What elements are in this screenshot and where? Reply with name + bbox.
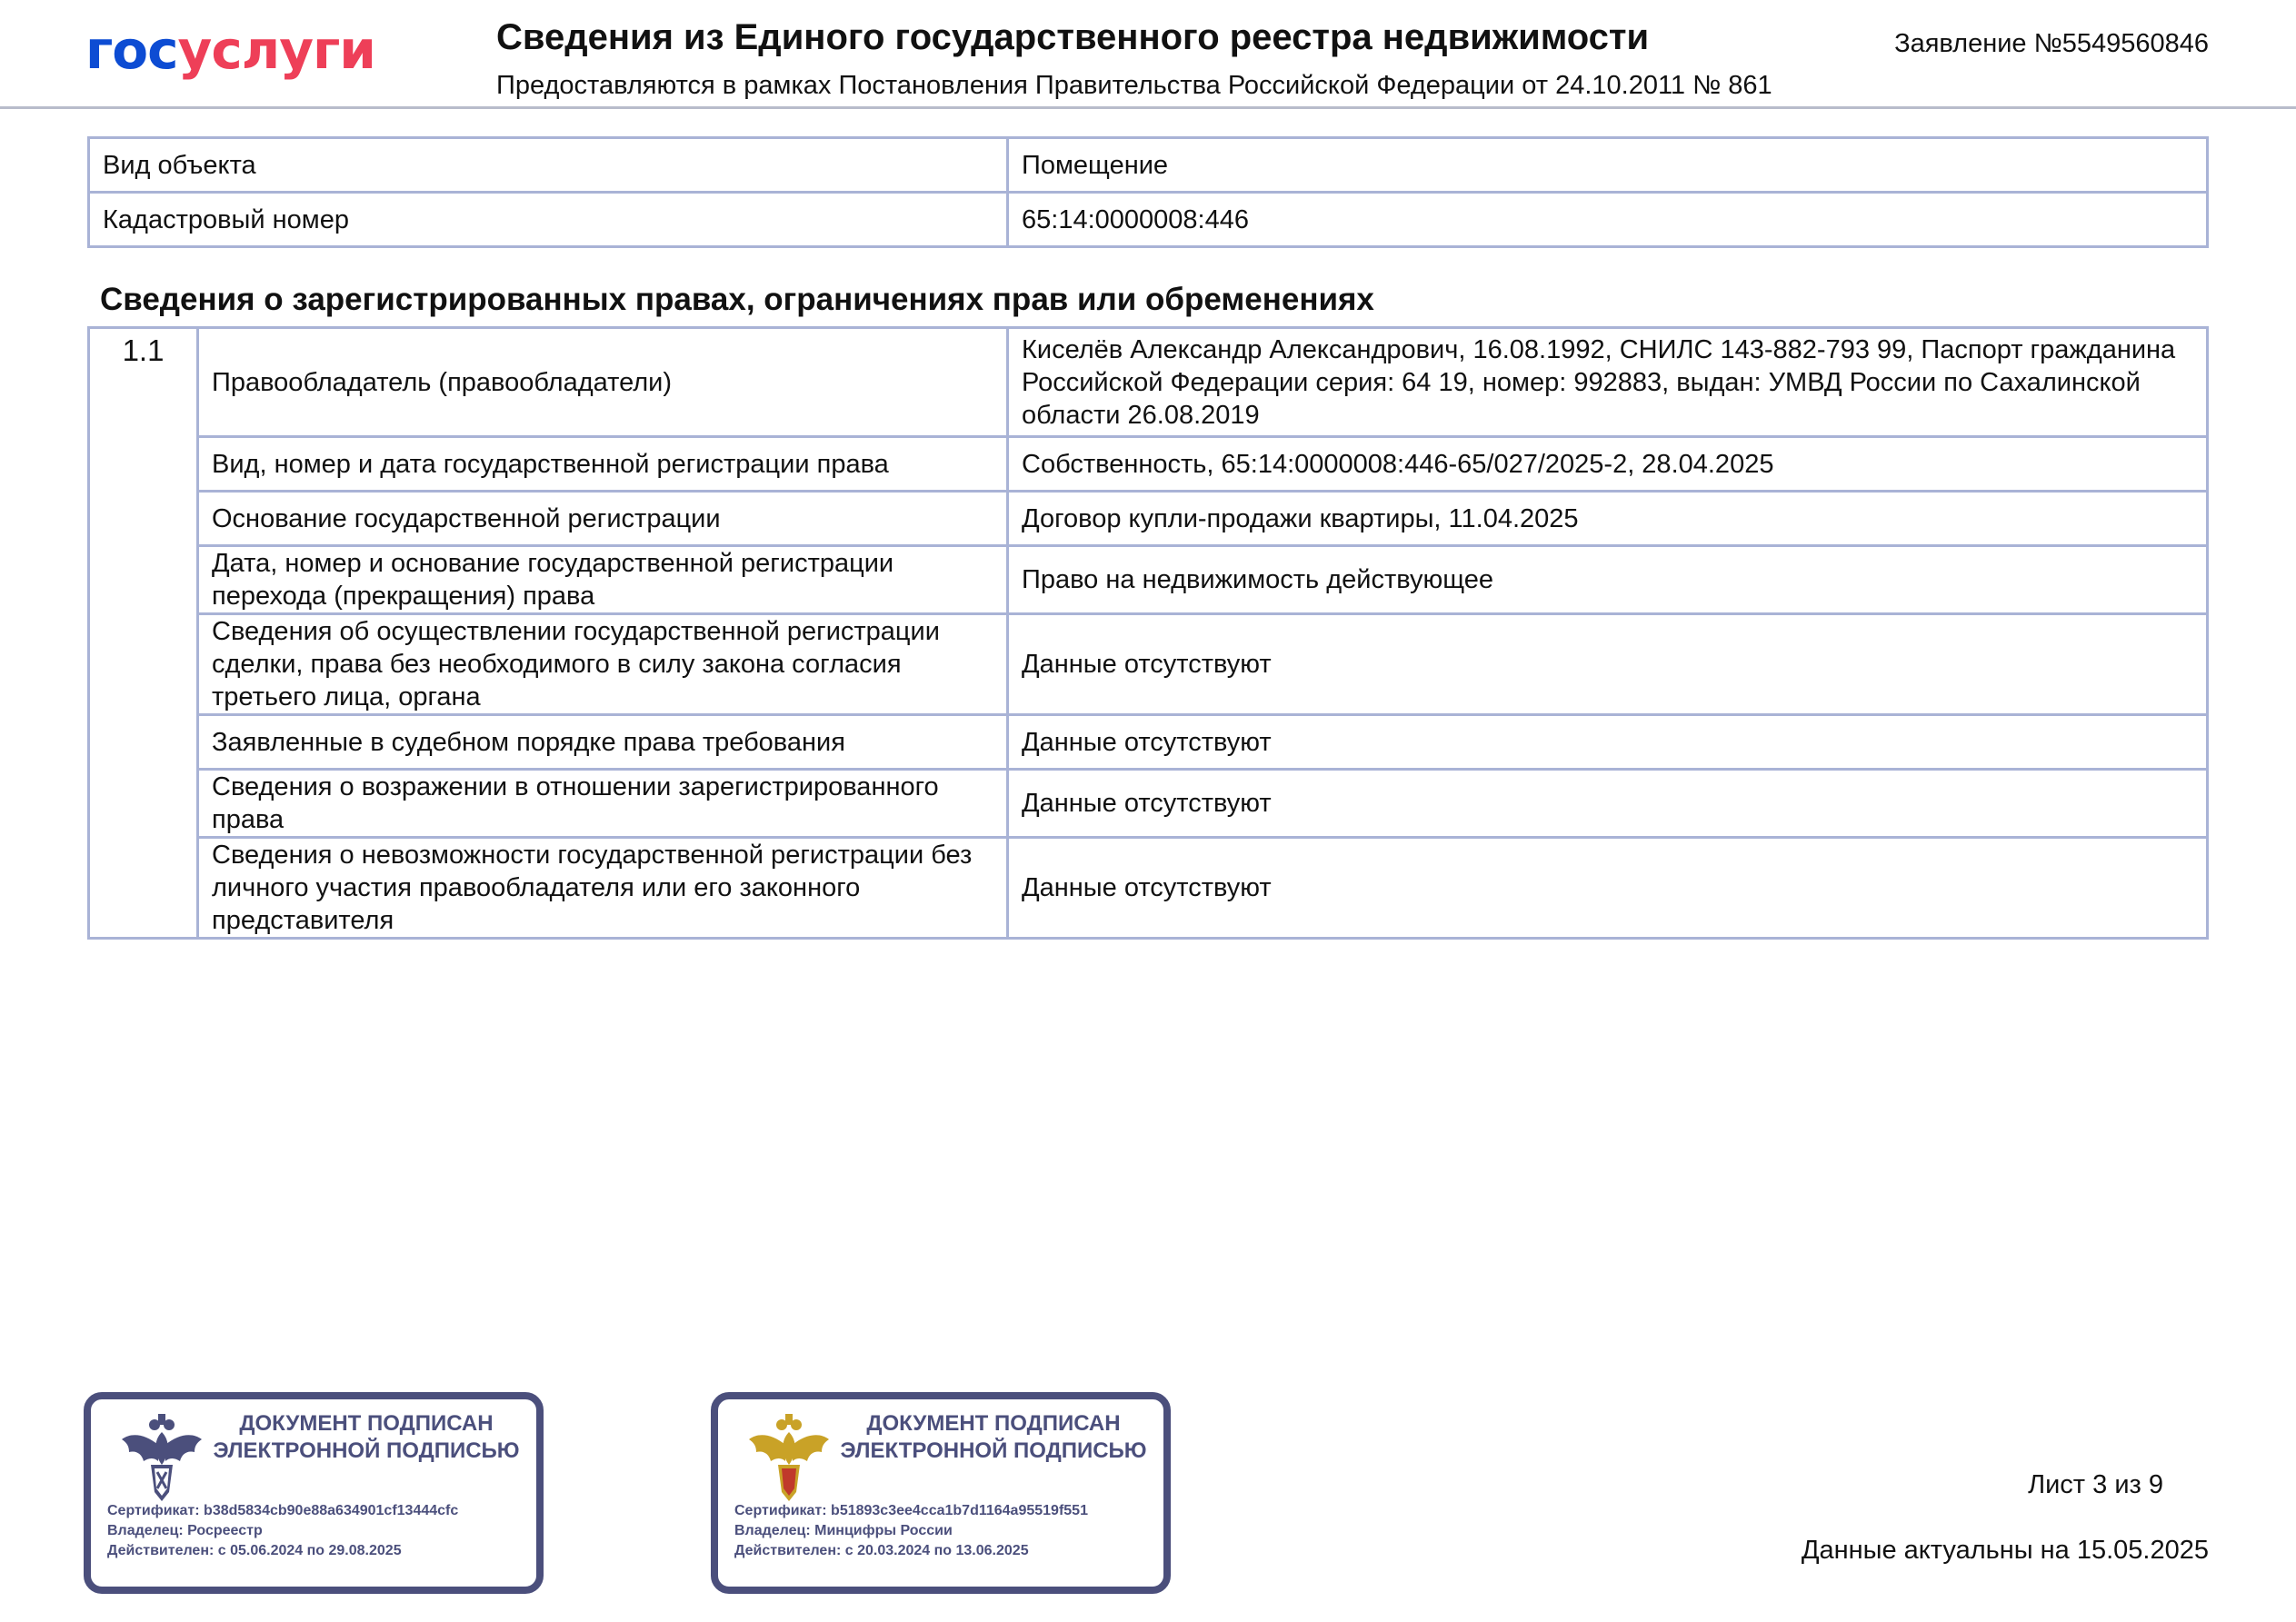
object-info-table xyxy=(87,136,2209,248)
rights-row-value: Договор купли-продажи квартиры, 11.04.2025 xyxy=(1008,492,2208,546)
signature-stamp-mintsifry xyxy=(711,1392,1171,1594)
table-row xyxy=(89,138,2208,193)
stamp-validity: Действителен: с 20.03.2024 по 13.06.2025 xyxy=(734,1543,1029,1558)
stamp-certificate: Сертификат: b51893c3ee4cca1b7d1164a95519f551 xyxy=(734,1503,1088,1518)
stamp-title: ДОКУМЕНТ ПОДПИСАН ЭЛЕКТРОННОЙ ПОДПИСЬЮ xyxy=(213,1411,520,1463)
table-row xyxy=(89,770,2208,838)
table-row xyxy=(89,614,2208,715)
object-type-label: Вид объекта xyxy=(89,138,1008,193)
stamp-validity: Действителен: с 05.06.2024 по 29.08.2025 xyxy=(107,1543,402,1558)
rights-table xyxy=(87,326,2209,940)
rights-row-label: Дата, номер и основание государственной регистрации перехода (прекращения) права xyxy=(198,546,1008,614)
stamp-owner: Владелец: Минцифры России xyxy=(734,1523,953,1538)
cadastral-number-label: Кадастровый номер xyxy=(89,193,1008,247)
object-type-value: Помещение xyxy=(1008,138,2208,193)
table-row xyxy=(89,193,2208,247)
document-subtitle: Предоставляются в рамках Постановления Правительства Российской Федерации от 24.10.2011 № 861 xyxy=(496,71,1772,100)
rights-row-value: Право на недвижимость действующее xyxy=(1008,546,2208,614)
table-row xyxy=(89,328,2208,437)
rights-row-value: Данные отсутствуют xyxy=(1008,715,2208,770)
rights-row-label: Сведения о невозможности государственной регистрации без личного участия правообладателя или его законного представителя xyxy=(198,838,1008,939)
cadastral-number-value: 65:14:0000008:446 xyxy=(1008,193,2208,247)
rights-row-value: Собственность, 65:14:0000008:446-65/027/2025-2, 28.04.2025 xyxy=(1008,437,2208,492)
rights-row-label: Сведения о возражении в отношении зарегистрированного права xyxy=(198,770,1008,838)
rights-row-label: Основание государственной регистрации xyxy=(198,492,1008,546)
table-row xyxy=(89,546,2208,614)
table-row xyxy=(89,437,2208,492)
rights-section-heading: Сведения о зарегистрированных правах, ограничениях прав или обременениях xyxy=(100,282,1374,317)
gosuslugi-logo xyxy=(85,20,375,80)
rights-row-value: Данные отсутствуют xyxy=(1008,838,2208,939)
stamp-owner: Владелец: Росреестр xyxy=(107,1523,263,1538)
page-number: Лист 3 из 9 xyxy=(2028,1470,2163,1499)
russian-coat-of-arms-icon xyxy=(745,1412,833,1507)
data-actual-date: Данные актуальны на 15.05.2025 xyxy=(1801,1536,2209,1565)
rights-row-label: Заявленные в судебном порядке права требования xyxy=(198,715,1008,770)
application-number: Заявление №5549560846 xyxy=(1894,29,2209,58)
signature-stamp-rosreestr xyxy=(84,1392,544,1594)
header-divider xyxy=(0,106,2296,109)
logo-part-uslugi: услуги xyxy=(177,19,375,81)
table-row xyxy=(89,838,2208,939)
rights-row-value: Данные отсутствуют xyxy=(1008,614,2208,715)
rights-row-value: Киселёв Александр Александрович, 16.08.1992, СНИЛС 143-882-793 99, Паспорт гражданина Российской Федерации серия: 64 19, номер: 992883, выдан: УМВД России по Сахалинской области 26.08.2019 xyxy=(1008,328,2208,437)
logo-part-gos: гос xyxy=(85,19,178,81)
rights-entry-number: 1.1 xyxy=(89,328,198,939)
stamp-certificate: Сертификат: b38d5834cb90e88a634901cf13444cfc xyxy=(107,1503,459,1518)
document-title: Сведения из Единого государственного реестра недвижимости xyxy=(496,17,1650,57)
rights-row-label: Правообладатель (правообладатели) xyxy=(198,328,1008,437)
rosreestr-eagle-icon xyxy=(118,1412,205,1507)
stamp-title: ДОКУМЕНТ ПОДПИСАН ЭЛЕКТРОННОЙ ПОДПИСЬЮ xyxy=(840,1411,1147,1463)
rights-row-value: Данные отсутствуют xyxy=(1008,770,2208,838)
rights-row-label: Вид, номер и дата государственной регистрации права xyxy=(198,437,1008,492)
table-row xyxy=(89,492,2208,546)
rights-row-label: Сведения об осуществлении государственной регистрации сделки, права без необходимого в силу закона согласия третьего лица, органа xyxy=(198,614,1008,715)
table-row xyxy=(89,715,2208,770)
